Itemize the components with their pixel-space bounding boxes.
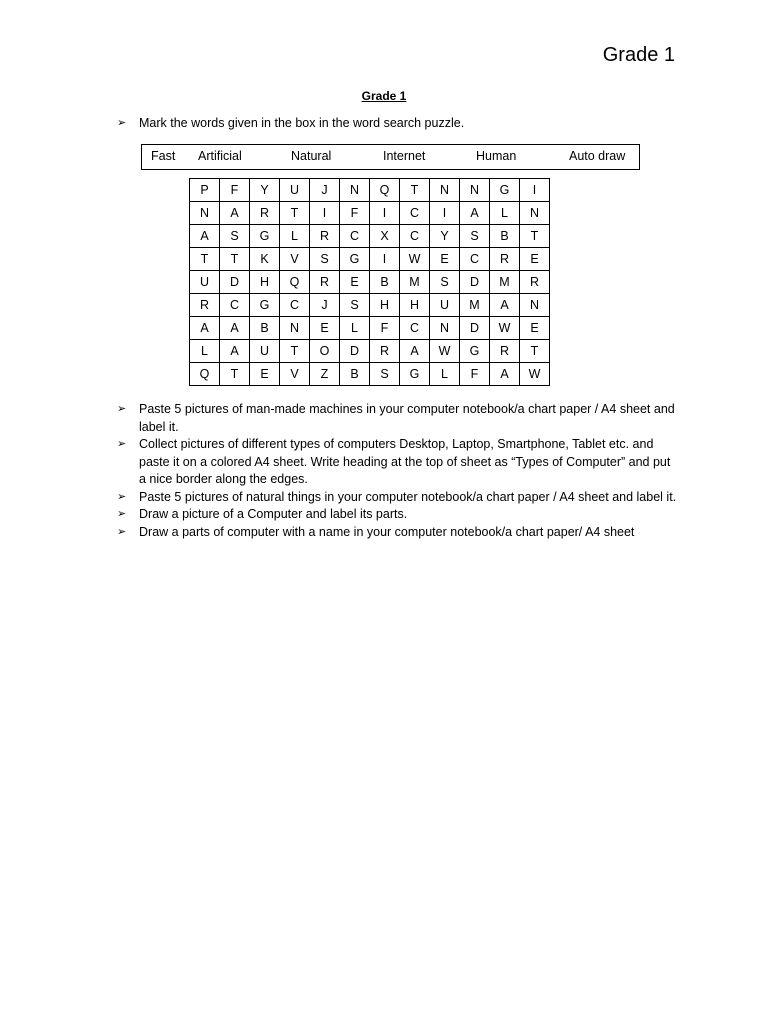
grid-cell: N — [430, 317, 460, 340]
grid-cell: E — [430, 248, 460, 271]
grid-cell: G — [340, 248, 370, 271]
grid-cell: L — [430, 363, 460, 386]
grid-cell: W — [520, 363, 550, 386]
grid-cell: P — [190, 179, 220, 202]
grid-cell: L — [190, 340, 220, 363]
grid-cell: S — [430, 271, 460, 294]
grid-cell: U — [280, 179, 310, 202]
grid-cell: L — [280, 225, 310, 248]
grid-cell: F — [370, 317, 400, 340]
grid-cell: A — [460, 202, 490, 225]
task-item — [117, 436, 677, 489]
grid-cell: I — [370, 248, 400, 271]
grid-cell: T — [190, 248, 220, 271]
grid-cell: G — [250, 225, 280, 248]
word-item: Fast — [151, 149, 176, 163]
grid-cell: G — [460, 340, 490, 363]
grid-cell: I — [520, 179, 550, 202]
grid-cell: Q — [190, 363, 220, 386]
grid-cell: R — [520, 271, 550, 294]
arrow-bullet-icon: ➢ — [117, 403, 127, 415]
task-text: Draw a parts of computer with a name in your computer notebook/a chart paper/ A4 sheet — [139, 524, 635, 539]
task-list — [117, 401, 677, 541]
word-item: Artificial — [198, 149, 242, 163]
task-item — [117, 524, 677, 542]
grid-cell: S — [340, 294, 370, 317]
grid-cell: M — [460, 294, 490, 317]
grid-cell: A — [490, 294, 520, 317]
word-item: Auto draw — [569, 149, 626, 163]
grid-cell: Y — [250, 179, 280, 202]
grid-cell: T — [280, 340, 310, 363]
grid-cell: F — [460, 363, 490, 386]
grid-row — [190, 317, 550, 340]
grid-row — [190, 340, 550, 363]
grid-cell: V — [280, 248, 310, 271]
header-grade-label: Grade 1 — [602, 44, 675, 66]
grid-cell: F — [340, 202, 370, 225]
grid-cell: J — [310, 179, 340, 202]
grid-cell: A — [490, 363, 520, 386]
grid-cell: R — [490, 248, 520, 271]
grid-cell: C — [460, 248, 490, 271]
grid-cell: C — [400, 225, 430, 248]
grid-cell: R — [310, 225, 340, 248]
grid-cell: U — [430, 294, 460, 317]
grid-cell: S — [310, 248, 340, 271]
task-text: Collect pictures of different types of computers Desktop, Laptop, Smartphone, Tablet etc. and paste it on a colored A4 sheet. Write heading at the top of sheet as “Types of Computer” and put a nice border along the edges. — [139, 437, 671, 486]
grid-cell: A — [220, 202, 250, 225]
arrow-bullet-icon: ➢ — [117, 525, 127, 538]
grid-cell: J — [310, 294, 340, 317]
grid-cell: N — [520, 202, 550, 225]
grid-cell: R — [190, 294, 220, 317]
grid-row — [190, 225, 550, 248]
task-item — [117, 401, 677, 436]
instruction-item — [117, 115, 677, 133]
grid-cell: X — [370, 225, 400, 248]
grid-cell: F — [220, 179, 250, 202]
grid-row — [190, 248, 550, 271]
grid-cell: G — [250, 294, 280, 317]
grid-cell: R — [310, 271, 340, 294]
grid-cell: T — [520, 225, 550, 248]
grid-cell: T — [220, 248, 250, 271]
grid-cell: A — [190, 225, 220, 248]
grid-row — [190, 271, 550, 294]
grid-cell: W — [430, 340, 460, 363]
grid-cell: S — [460, 225, 490, 248]
arrow-bullet-icon: ➢ — [117, 438, 127, 450]
task-item — [117, 506, 677, 524]
grid-cell: T — [520, 340, 550, 363]
grid-row — [190, 294, 550, 317]
grid-cell: I — [370, 202, 400, 225]
grid-cell: D — [220, 271, 250, 294]
grid-cell: L — [340, 317, 370, 340]
grid-row — [190, 363, 550, 386]
grid-cell: D — [340, 340, 370, 363]
arrow-bullet-icon: ➢ — [117, 508, 127, 520]
grid-cell: W — [400, 248, 430, 271]
grid-cell: B — [340, 363, 370, 386]
grid-cell: H — [400, 294, 430, 317]
grid-cell: N — [520, 294, 550, 317]
grid-row — [190, 202, 550, 225]
grid-cell: Q — [370, 179, 400, 202]
instruction-text: Mark the words given in the box in the word search puzzle. — [139, 116, 465, 130]
arrow-bullet-icon: ➢ — [117, 490, 127, 503]
word-list-box — [141, 144, 640, 170]
grid-cell: A — [190, 317, 220, 340]
grid-cell: U — [250, 340, 280, 363]
grid-cell: L — [490, 202, 520, 225]
word-item: Human — [476, 149, 517, 163]
word-item: Internet — [383, 149, 426, 163]
grid-cell: N — [340, 179, 370, 202]
grid-cell: C — [340, 225, 370, 248]
grid-cell: G — [490, 179, 520, 202]
word-search-grid — [189, 178, 550, 386]
grid-cell: R — [370, 340, 400, 363]
grid-cell: A — [220, 317, 250, 340]
grid-cell: E — [310, 317, 340, 340]
grid-cell: N — [280, 317, 310, 340]
task-text: Draw a picture of a Computer and label its parts. — [139, 507, 408, 521]
grid-cell: M — [490, 271, 520, 294]
grid-cell: B — [490, 225, 520, 248]
grid-cell: T — [280, 202, 310, 225]
grid-row — [190, 179, 550, 202]
grid-cell: C — [400, 202, 430, 225]
grid-cell: R — [490, 340, 520, 363]
grid-cell: I — [310, 202, 340, 225]
grid-cell: O — [310, 340, 340, 363]
grid-cell: K — [250, 248, 280, 271]
page-title: Grade 1 — [361, 89, 407, 103]
grid-cell: U — [190, 271, 220, 294]
grid-cell: M — [400, 271, 430, 294]
grid-cell: N — [190, 202, 220, 225]
grid-cell: Z — [310, 363, 340, 386]
grid-cell: E — [520, 248, 550, 271]
grid-cell: H — [250, 271, 280, 294]
arrow-bullet-icon: ➢ — [117, 117, 127, 129]
grid-cell: S — [220, 225, 250, 248]
task-text: Paste 5 pictures of natural things in your computer notebook/a chart paper / A4 sheet and label it. — [139, 489, 677, 504]
grid-cell: S — [370, 363, 400, 386]
grid-cell: E — [340, 271, 370, 294]
grid-cell: C — [400, 317, 430, 340]
grid-cell: I — [430, 202, 460, 225]
grid-cell: B — [370, 271, 400, 294]
grid-cell: N — [460, 179, 490, 202]
grid-cell: B — [250, 317, 280, 340]
grid-cell: N — [430, 179, 460, 202]
grid-cell: T — [220, 363, 250, 386]
grid-cell: Q — [280, 271, 310, 294]
word-item: Natural — [291, 149, 332, 163]
task-text: Paste 5 pictures of man-made machines in your computer notebook/a chart paper / A4 sheet and label it. — [139, 402, 675, 434]
grid-cell: C — [220, 294, 250, 317]
grid-cell: E — [250, 363, 280, 386]
grid-cell: A — [220, 340, 250, 363]
grid-cell: A — [400, 340, 430, 363]
grid-cell: Y — [430, 225, 460, 248]
grid-cell: G — [400, 363, 430, 386]
grid-cell: E — [520, 317, 550, 340]
grid-cell: D — [460, 317, 490, 340]
grid-cell: V — [280, 363, 310, 386]
grid-cell: D — [460, 271, 490, 294]
task-item — [117, 489, 677, 507]
grid-cell: C — [280, 294, 310, 317]
grid-cell: R — [250, 202, 280, 225]
grid-cell: W — [490, 317, 520, 340]
grid-cell: H — [370, 294, 400, 317]
grid-cell: T — [400, 179, 430, 202]
